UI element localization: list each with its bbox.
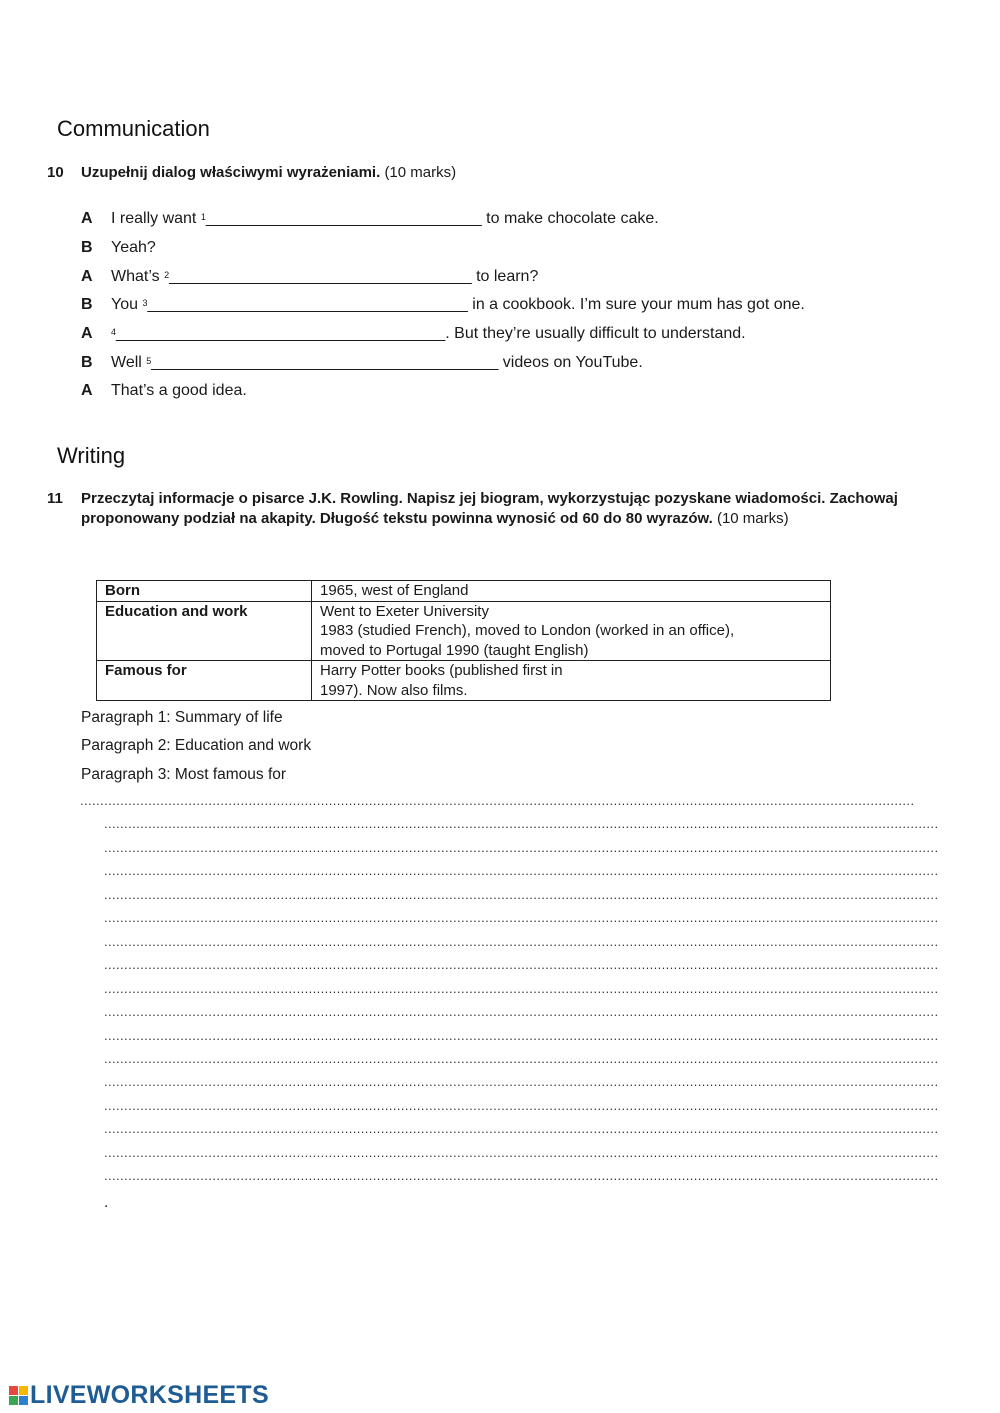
logo-text: LIVEWORKSHEETS — [30, 1380, 269, 1409]
writing-line[interactable]: ................................................................................................................................................................................................................ — [104, 1051, 939, 1066]
writing-line[interactable]: ................................................................................................................................................................................................................ — [80, 794, 915, 808]
answer-blank[interactable]: _______________________________________ — [151, 354, 499, 371]
dialog-line — [81, 209, 659, 229]
writing-line[interactable]: ................................................................................................................................................................................................................ — [104, 911, 939, 926]
dialog-line — [81, 267, 538, 287]
writing-heading: Writing — [57, 443, 126, 468]
task-10 — [47, 163, 927, 183]
table-row — [97, 601, 831, 661]
table-row — [97, 581, 831, 602]
gap-number: 2 — [164, 270, 170, 280]
gap-number: 5 — [146, 356, 152, 366]
dialog-text: That’s a good idea. — [111, 382, 247, 399]
writing-line[interactable]: ................................................................................................................................................................................................................ — [104, 1169, 939, 1184]
table-row — [97, 661, 831, 701]
answer-blank[interactable]: __________________________________ — [169, 268, 472, 285]
writing-line[interactable]: ................................................................................................................................................................................................................ — [104, 1122, 939, 1137]
dialog-text: You $^3$____________________________________ in a cookbook. I’m sure your mum has got one. — [111, 296, 805, 313]
gap-number: 3 — [142, 298, 148, 308]
task-instruction: Uzupełnij dialog właściwymi wyrażeniami. (10 marks) — [81, 164, 457, 181]
gap-number: 1 — [200, 212, 206, 222]
writing-line[interactable]: ................................................................................................................................................................................................................ — [104, 1005, 939, 1020]
table-value: Harry Potter books (published first in 1997). Now also films. — [312, 661, 831, 701]
paragraph-hint-1: Paragraph 1: Summary of life — [81, 709, 283, 726]
gap-number: 4 — [111, 327, 117, 337]
task-number: 10 — [47, 164, 64, 181]
logo-square — [19, 1386, 28, 1395]
task-number: 11 — [47, 490, 63, 507]
logo-square — [19, 1396, 28, 1405]
dialog-line — [81, 353, 643, 373]
dialog-text: What’s $^2$__________________________________ to learn? — [111, 268, 539, 285]
writing-line[interactable]: ................................................................................................................................................................................................................ — [104, 817, 939, 832]
speaker-label: B — [81, 239, 93, 256]
speaker-label: A — [81, 268, 93, 285]
logo-square — [9, 1386, 18, 1395]
writing-line[interactable]: ................................................................................................................................................................................................................ — [104, 1028, 939, 1043]
table-value: 1965, west of England — [312, 581, 831, 602]
speaker-label: A — [81, 325, 93, 342]
writing-line[interactable]: ................................................................................................................................................................................................................ — [104, 864, 939, 879]
communication-heading: Communication — [57, 116, 210, 141]
dialog-text: I really want $^1$_______________________________ to make chocolate cake. — [111, 210, 659, 227]
writing-line[interactable]: ................................................................................................................................................................................................................ — [104, 934, 939, 949]
writing-line[interactable]: ................................................................................................................................................................................................................ — [104, 1098, 939, 1113]
speaker-label: A — [81, 210, 93, 227]
writing-line[interactable]: ................................................................................................................................................................................................................ — [104, 981, 939, 996]
writing-line[interactable]: ................................................................................................................................................................................................................ — [104, 887, 939, 902]
rowling-info-table — [96, 580, 831, 701]
table-value: Went to Exeter University 1983 (studied French), moved to London (worked in an office), moved to Portugal 1990 (taught English) — [312, 601, 831, 661]
task-11 — [47, 489, 927, 529]
speaker-label: B — [81, 354, 93, 371]
answer-blank[interactable]: _______________________________ — [205, 210, 482, 227]
dialog-line — [81, 295, 805, 315]
table-label: Education and work — [97, 601, 312, 661]
dialog-text: $^4$_____________________________________. But they’re usually difficult to understand. — [111, 325, 746, 342]
table-label: Born — [97, 581, 312, 602]
task-instruction: Przeczytaj informacje o pisarce J.K. Rowling. Napisz jej biogram, wykorzystując pozyskane wiadomości. Zachowaj proponowany podział na akapity. Długość tekstu powinna wynosić od 60 do 80 wyrazów. (10 marks) — [81, 490, 898, 527]
paragraph-hint-2: Paragraph 2: Education and work — [81, 737, 312, 754]
dialog-text: Yeah? — [111, 239, 156, 256]
answer-blank[interactable]: _____________________________________ — [116, 325, 446, 342]
writing-line[interactable]: ................................................................................................................................................................................................................ — [104, 958, 939, 973]
dialog-line — [81, 324, 746, 344]
paragraph-hint-3: Paragraph 3: Most famous for — [81, 766, 287, 783]
writing-line[interactable]: ................................................................................................................................................................................................................ — [104, 840, 939, 855]
speaker-label: A — [81, 382, 93, 399]
dialog-line — [81, 238, 156, 258]
liveworksheets-logo — [9, 1382, 269, 1408]
writing-line[interactable]: ................................................................................................................................................................................................................ — [104, 1145, 939, 1160]
answer-blank[interactable]: ____________________________________ — [147, 296, 468, 313]
logo-square — [9, 1396, 18, 1405]
table-label: Famous for — [97, 661, 312, 701]
logo-icon — [9, 1386, 28, 1405]
dialog-line — [81, 381, 247, 401]
final-dot: . — [104, 1194, 109, 1211]
writing-line[interactable]: ................................................................................................................................................................................................................ — [104, 1075, 939, 1090]
dialog-text: Well $^5$_______________________________________ videos on YouTube. — [111, 354, 643, 371]
speaker-label: B — [81, 296, 93, 313]
